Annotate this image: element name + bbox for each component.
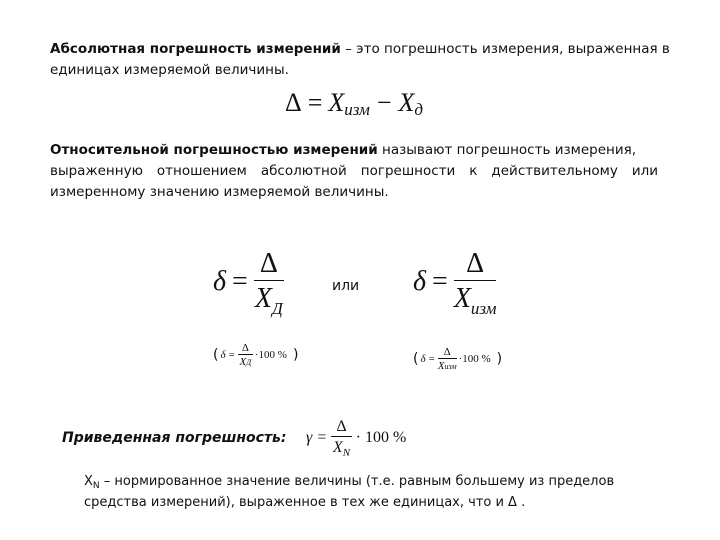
formula-equals: = — [307, 88, 323, 117]
formula-x-true: X — [398, 88, 415, 117]
formula-delta: Δ — [285, 88, 302, 117]
absolute-error-definition-line2: единицах измеряемой величины. — [50, 62, 289, 78]
relative-error-term: Относительной погрешностью измерений — [50, 142, 378, 158]
formula-equals: = — [228, 349, 235, 361]
fraction-denominator: X — [332, 439, 343, 456]
absolute-error-term: Абсолютная погрешность измерений — [50, 41, 341, 57]
reduced-error-formula — [306, 418, 406, 457]
reduced-error-note — [84, 472, 684, 513]
fraction-denominator-sub: Д — [246, 358, 252, 367]
fraction — [438, 346, 457, 372]
close-paren: ) — [496, 351, 503, 367]
note-x: X — [84, 474, 93, 489]
formula-x-meas: X — [328, 88, 345, 117]
formula-delta-small: δ — [213, 265, 227, 297]
fraction-numerator: Δ — [241, 342, 249, 354]
fraction-denominator: X — [453, 283, 471, 314]
relative-error-line3: измеренному значению измеряемой величины. — [50, 184, 389, 200]
note-line2: средства измерений), выраженное в тех же единицах, что и Δ . — [84, 495, 526, 510]
fraction-denominator-sub: N — [342, 447, 351, 459]
relative-percent-formula-true — [213, 342, 298, 368]
fraction-denominator: X — [437, 360, 445, 372]
fraction — [331, 418, 351, 457]
formula-gamma: γ — [306, 428, 313, 446]
note-x-sub: N — [92, 481, 100, 491]
close-paren: ) — [292, 347, 299, 363]
fraction-denominator: X — [254, 283, 272, 314]
formula-equals: = — [317, 428, 327, 446]
absolute-error-paragraph — [50, 39, 690, 81]
absolute-error-definition: – это погрешность измерения, выраженная в — [340, 41, 670, 57]
formula-delta-small: δ — [413, 265, 427, 297]
fraction — [238, 342, 253, 368]
fraction-numerator: Δ — [336, 418, 347, 435]
open-paren: ( — [413, 351, 419, 367]
open-paren: ( — [213, 347, 219, 363]
formula-x-meas-sub: изм — [344, 100, 370, 119]
relative-error-paragraph — [50, 140, 658, 203]
note-line1: – нормированное значение величины (т.е. равным большему из пределов — [99, 474, 615, 489]
fraction-numerator: Δ — [466, 248, 485, 279]
formula-equals: = — [232, 265, 248, 297]
relative-formula-true — [213, 248, 284, 318]
relative-percent-formula-measured — [413, 346, 502, 372]
fraction-denominator-sub: Д — [271, 299, 283, 318]
formula-equals: = — [428, 353, 435, 365]
percent-multiplier: ·100 % — [458, 353, 491, 365]
relative-formula-measured — [413, 248, 497, 318]
reduced-error-label: Приведенная погрешность: — [62, 430, 287, 446]
formula-delta-small: δ — [220, 349, 226, 361]
formula-equals: = — [432, 265, 448, 297]
formula-delta-small: δ — [420, 353, 426, 365]
fraction-denominator: X — [239, 356, 247, 368]
relative-error-line1: называют погрешность измерения, — [377, 142, 637, 158]
percent-multiplier: ·100 % — [254, 349, 287, 361]
formula-x-true-sub: д — [414, 100, 424, 119]
fraction-denominator-sub: изм — [444, 362, 457, 371]
absolute-error-formula — [285, 86, 423, 120]
fraction-numerator: Δ — [259, 248, 278, 279]
percent-multiplier: · 100 % — [355, 428, 407, 446]
or-label: или — [332, 278, 360, 294]
fraction — [254, 248, 284, 318]
relative-error-line2: выраженную отношением абсолютной погрешности к действительному или — [50, 163, 658, 179]
fraction-denominator-sub: изм — [470, 299, 497, 318]
formula-minus: − — [376, 88, 392, 117]
fraction — [453, 248, 497, 318]
fraction-numerator: Δ — [443, 346, 451, 358]
